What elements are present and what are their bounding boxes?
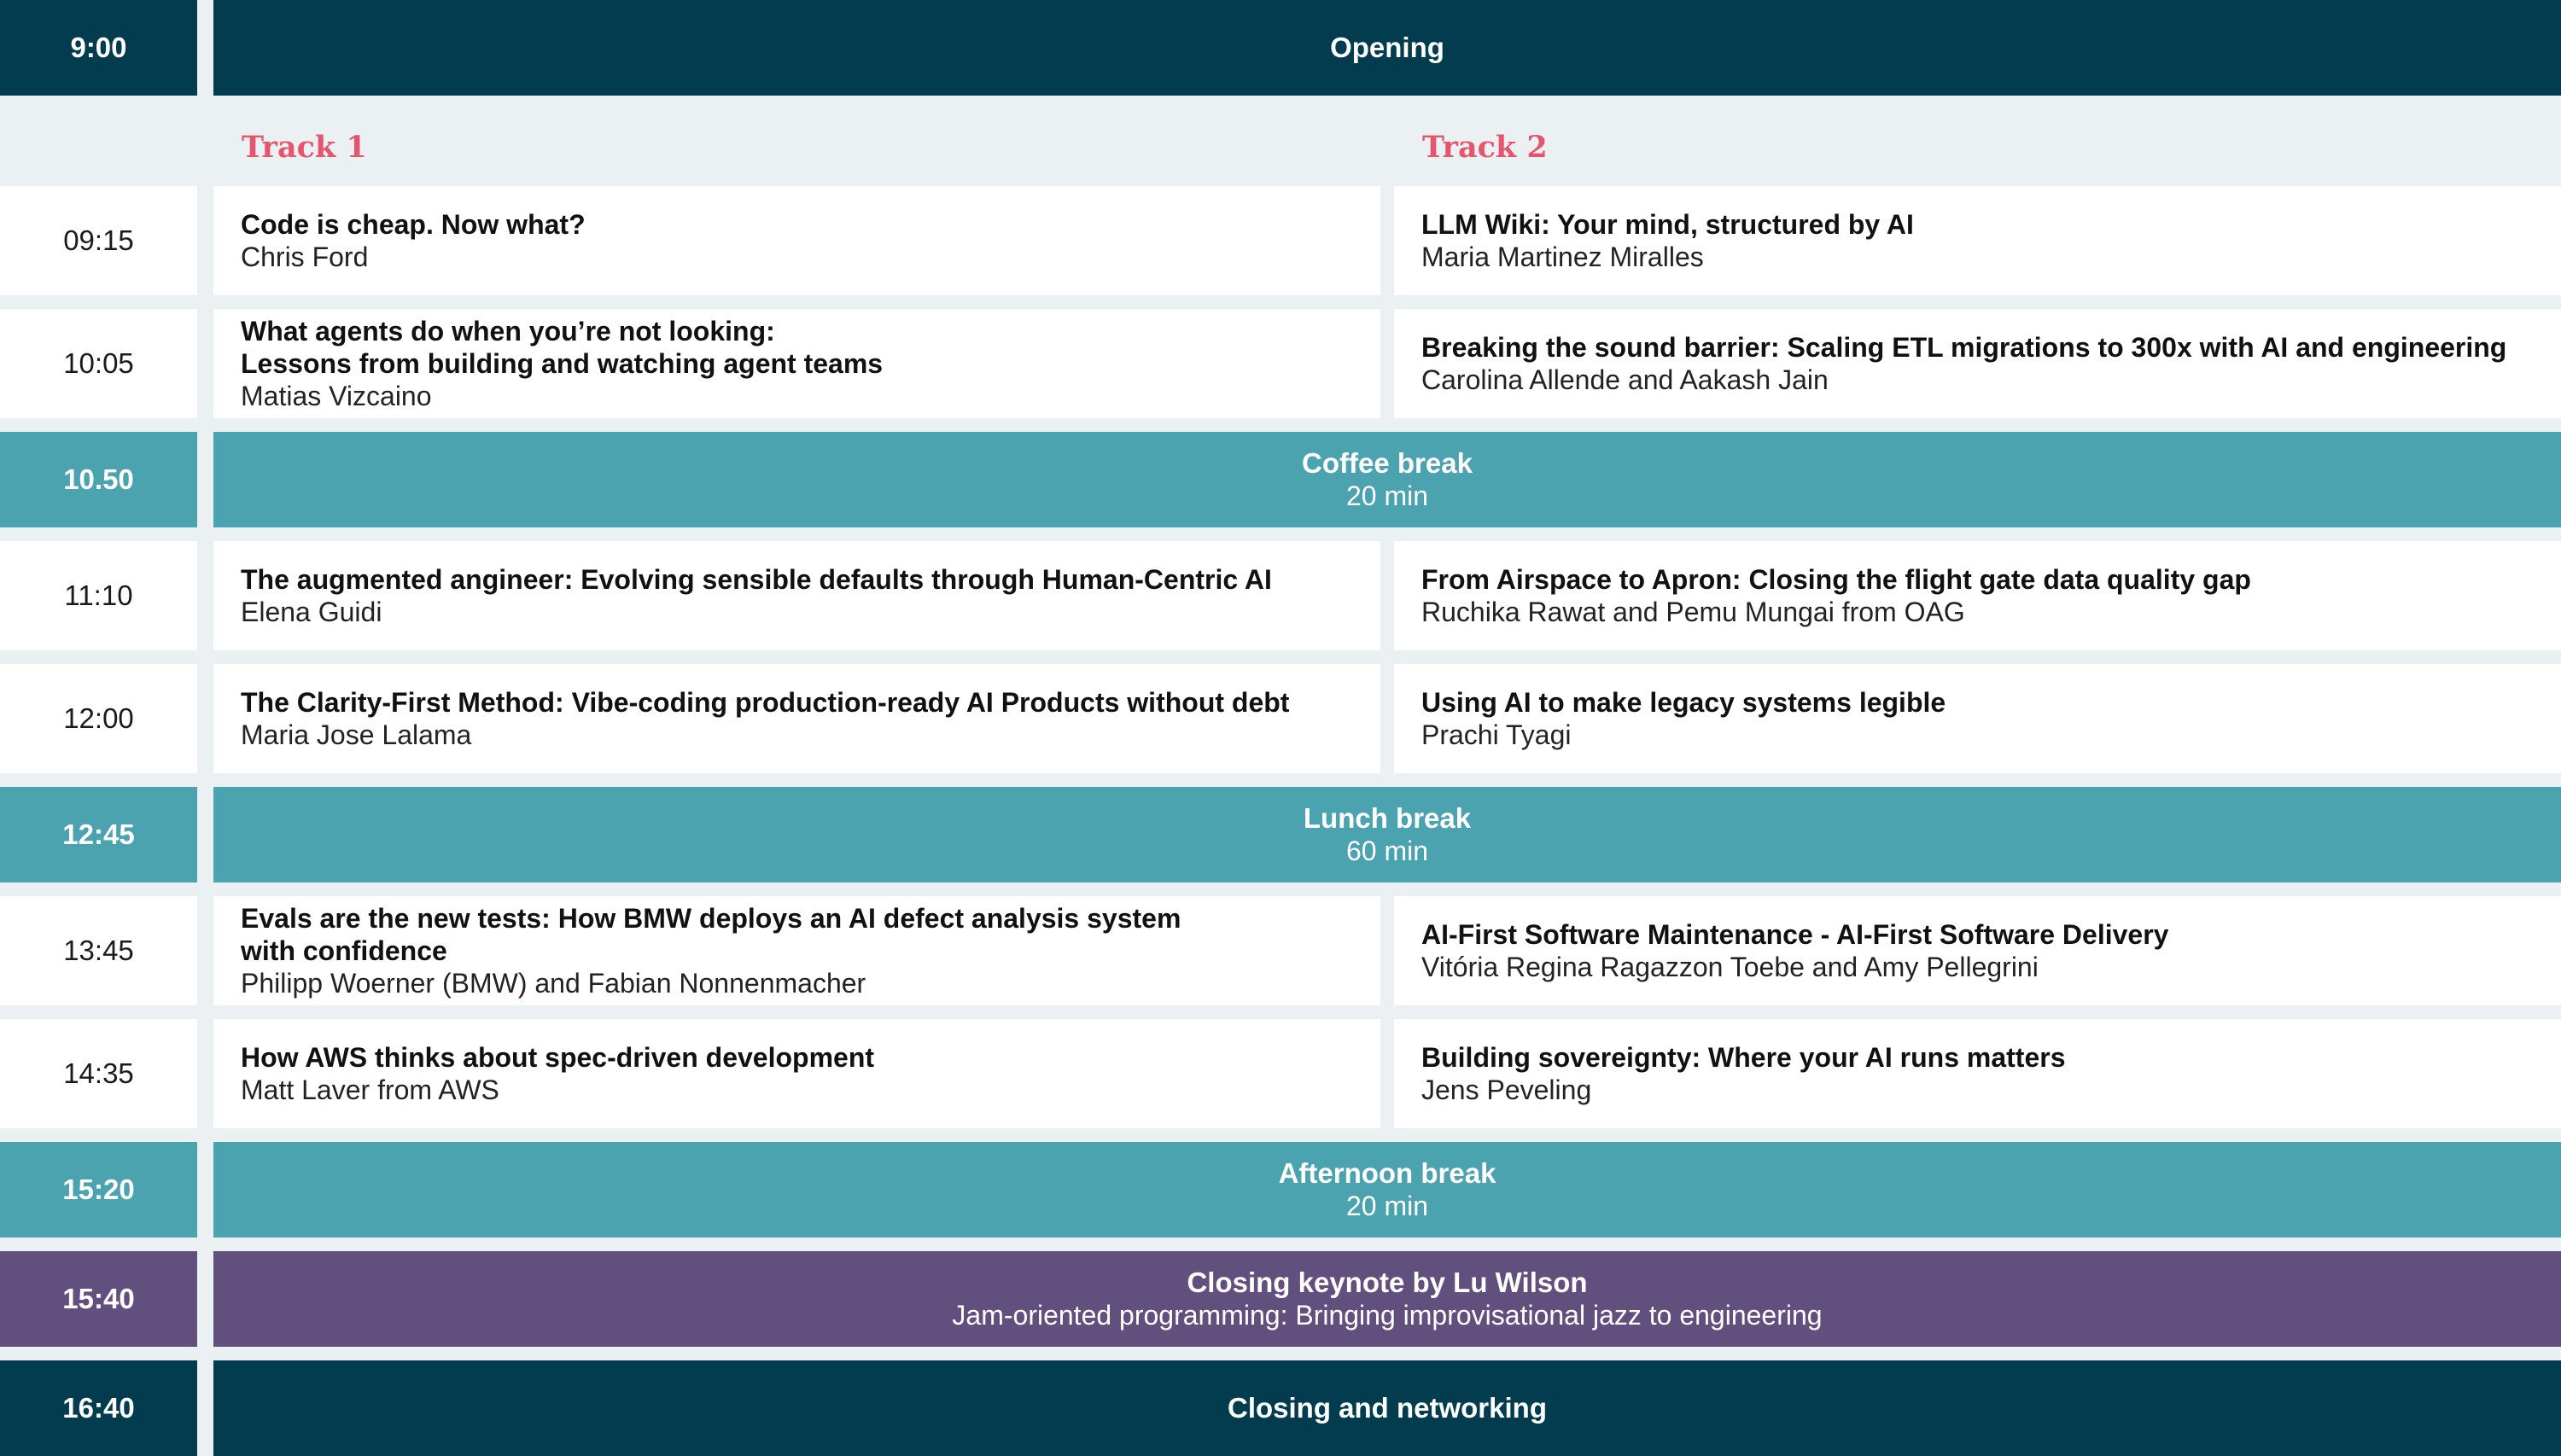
session-title: LLM Wiki: Your mind, structured by AI — [1421, 209, 1914, 240]
break-duration: 20 min — [1345, 1191, 1429, 1221]
keynote-time: 15:40 — [0, 1251, 197, 1347]
session-title: The augmented angineer: Evolving sensible defaults through Human-Centric AI — [241, 564, 1272, 595]
session-track-1[interactable] — [213, 541, 1380, 650]
break-duration: 60 min — [1345, 836, 1429, 866]
session-track-2[interactable] — [1394, 309, 2561, 418]
opening-row — [0, 0, 2561, 96]
session-speaker: Chris Ford — [241, 242, 369, 272]
track-2-label: Track 2 — [1422, 130, 1548, 165]
track-1-label: Track 1 — [242, 130, 367, 165]
closing-title: Closing and networking — [1227, 1392, 1547, 1424]
session-title: From Airspace to Apron: Closing the flight gate data quality gap — [1421, 564, 2251, 595]
session-row — [0, 541, 2561, 650]
session-title: Building sovereignty: Where your AI runs matters — [1421, 1042, 2066, 1073]
session-speaker: Maria Jose Lalama — [241, 719, 472, 750]
track-header-row — [0, 96, 2561, 186]
session-speaker: Ruchika Rawat and Pemu Mungai from OAG — [1421, 597, 1965, 627]
coffee-break-row — [0, 432, 2561, 527]
session-track-2[interactable] — [1394, 541, 2561, 650]
session-speaker: Elena Guidi — [241, 597, 382, 627]
break-title: Coffee break — [1302, 447, 1473, 479]
session-time: 09:15 — [0, 186, 197, 295]
session-speaker: Jens Peveling — [1421, 1075, 1592, 1105]
session-title: Breaking the sound barrier: Scaling ETL migrations to 300x with AI and engineering — [1421, 332, 2507, 363]
session-time: 13:45 — [0, 896, 197, 1005]
session-speaker: Vitória Regina Ragazzon Toebe and Amy Pellegrini — [1421, 952, 2039, 982]
session-speaker: Matias Vizcaino — [241, 381, 432, 411]
session-track-2[interactable] — [1394, 664, 2561, 773]
session-row — [0, 896, 2561, 1005]
break-time: 10.50 — [0, 432, 197, 527]
session-speaker: Carolina Allende and Aakash Jain — [1421, 364, 1829, 395]
session-track-1[interactable] — [213, 1019, 1380, 1128]
closing-row — [0, 1360, 2561, 1456]
break-time: 15:20 — [0, 1142, 197, 1238]
opening-time: 9:00 — [0, 0, 197, 96]
session-title: The Clarity-First Method: Vibe-coding production-ready AI Products without debt — [241, 687, 1290, 718]
afternoon-break-row — [0, 1142, 2561, 1238]
session-row — [0, 1019, 2561, 1128]
session-time: 12:00 — [0, 664, 197, 773]
session-title: What agents do when you’re not looking: Lessons from building and watching agent teams — [241, 316, 884, 379]
session-track-2[interactable] — [1394, 1019, 2561, 1128]
break-time: 12:45 — [0, 787, 197, 882]
break-duration: 20 min — [1345, 480, 1429, 511]
session-track-2[interactable] — [1394, 896, 2561, 1005]
break-title: Lunch break — [1303, 802, 1472, 834]
session-track-1[interactable] — [213, 664, 1380, 773]
session-speaker: Matt Laver from AWS — [241, 1075, 499, 1105]
session-title: Using AI to make legacy systems legible — [1421, 687, 1946, 718]
session-speaker: Maria Martinez Miralles — [1421, 242, 1704, 272]
keynote-subtitle: Jam-oriented programming: Bringing improvisational jazz to engineering — [952, 1300, 1823, 1331]
lunch-break-row — [0, 787, 2561, 882]
session-title: Evals are the new tests: How BMW deploys an AI defect analysis system with confidence — [241, 903, 1181, 966]
session-row — [0, 664, 2561, 773]
closing-time: 16:40 — [0, 1360, 197, 1456]
session-title: How AWS thinks about spec-driven development — [241, 1042, 875, 1073]
session-time: 11:10 — [0, 541, 197, 650]
break-title: Afternoon break — [1278, 1157, 1496, 1189]
session-row — [0, 309, 2561, 418]
session-time: 10:05 — [0, 309, 197, 418]
session-title: Code is cheap. Now what? — [241, 209, 586, 240]
session-row — [0, 186, 2561, 295]
session-track-1[interactable] — [213, 186, 1380, 295]
session-track-1[interactable] — [213, 896, 1380, 1005]
session-speaker: Prachi Tyagi — [1421, 719, 1572, 750]
keynote-title: Closing keynote by Lu Wilson — [1187, 1267, 1588, 1298]
session-title: AI-First Software Maintenance - AI-First Software Delivery — [1421, 919, 2169, 950]
keynote-row — [0, 1251, 2561, 1347]
opening-title: Opening — [1330, 32, 1444, 63]
session-speaker: Philipp Woerner (BMW) and Fabian Nonnenmacher — [241, 968, 866, 999]
session-track-1[interactable] — [213, 309, 1380, 418]
session-time: 14:35 — [0, 1019, 197, 1128]
session-track-2[interactable] — [1394, 186, 2561, 295]
